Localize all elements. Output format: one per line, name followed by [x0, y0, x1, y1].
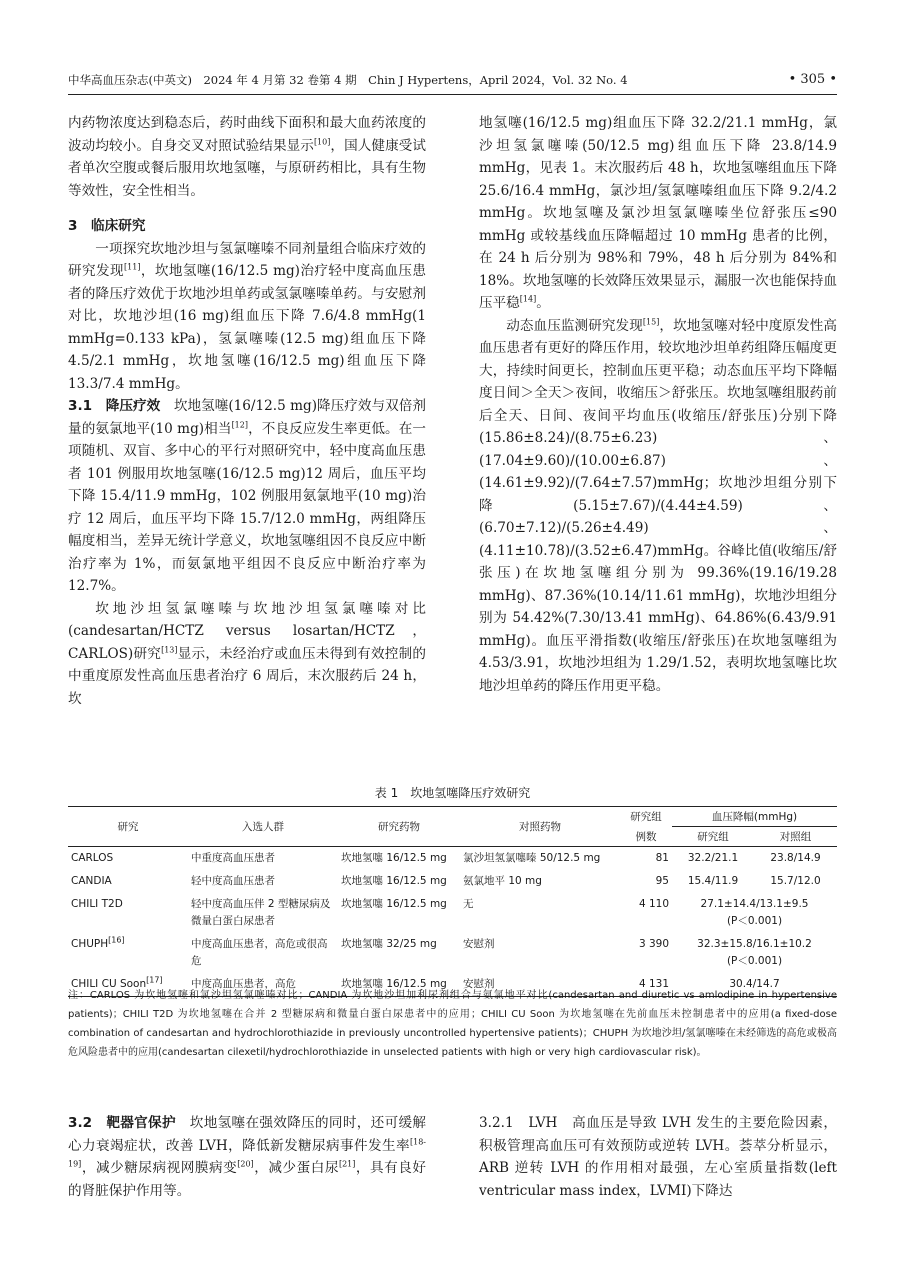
- right-paragraph-2: 动态血压监测研究发现[15]，坎地氢噻对轻中度原发性高血压患者有更好的降压作用，较坎地沙坦单药组降压幅度更大，持续时间更长，控制血压更平稳；动态血压平均下降幅度日间＞全天＞夜间，收缩压＞舒张压。坎地氢噻组服药前后全天、日间、夜间平均血压(收缩压/舒张压)分别下降(15.86±8.24)/(8.75±6.23)、(17.04±9.60)/(10.00±6.87)、(14.61±9.92)/(7.64±7.57)mmHg；坎地沙坦组分别下降(5.15±7.67)/(4.44±4.59)、(6.70±7.12)/(5.26±4.49)、(4.11±10.78)/(3.52±6.47)mmHg。谷峰比值(收缩压/舒张压)在坎地氢噻组分别为 99.36%(19.16/19.28 mmHg)、87.36%(10.14/11.61 mmHg)，坎地沙坦组分别为 54.42%(7.30/13.41 mmHg)、64.86%(6.43/9.91 mmHg)。血压平滑指数(收缩压/舒张压)在坎地氢噻组为 4.53/3.91，坎地沙坦组为 1.29/1.52，表明坎地氢噻比坎地沙坦单药的降压作用更平稳。: [479, 316, 838, 694]
- cell-study: CHILI T2D: [71, 898, 123, 910]
- th-drug: 研究药物: [338, 807, 460, 847]
- table-row: [68, 847, 837, 871]
- cell-n: 95: [655, 875, 669, 887]
- cell-n: 4 110: [638, 898, 669, 910]
- cell-n: 81: [655, 852, 669, 864]
- cell-control: 氨氯地平 10 mg: [463, 875, 542, 887]
- cell-drug: 坎地氢噻 16/12.5 mg: [341, 898, 447, 910]
- th-control: 对照药物: [460, 807, 620, 847]
- cell-n: 4 131: [620, 973, 672, 997]
- left-column: [68, 112, 426, 710]
- cell-population: 中度高血压患者，高危或很高危: [191, 938, 328, 967]
- cell-population: 轻中度高血压患者: [191, 875, 275, 887]
- th-bp-control: 对照组: [754, 827, 837, 847]
- cell-drug: 坎地氢噻 16/12.5 mg: [338, 973, 460, 997]
- th-n-top: 研究组: [620, 807, 672, 827]
- th-n-bottom: 例数: [620, 827, 672, 847]
- table-row: [68, 870, 837, 893]
- bottom-right-column: [479, 1112, 837, 1202]
- cell-bp-study: 15.4/11.9: [687, 875, 739, 887]
- running-header: [68, 72, 837, 95]
- th-population: 入选人群: [188, 807, 338, 847]
- table-note: 注：CARLOS 为坎地氢噻和氯沙坦氢氯噻嗪对比；CANDIA 为坎地沙坦加利尿剂组合与氨氯地平对比(candesartan and diuretic vs amlodipine in hypertensive patients)；CHILI T2D 为坎地氢噻在合并 2 型糖尿病和微量白蛋白尿患者中的应用；CHILI CU Soon 为坎地氢噻在先前血压未控制患者中的应用(a fixed-dose combination of candesartan and hydrochlorothiazide in previously uncontrolled hypertensive patients)；CHUPH 为坎地沙坦/氢氯噻嗪在未经筛选的高危或极高危风险患者中的应用(candesartan cilexetil/hydrochlorothiazide in unselected patients with high or very high cardiovascular risk)。: [68, 990, 837, 1058]
- section-3-2-heading: 3.2 靶器官保护: [68, 1115, 176, 1131]
- th-bp-study: 研究组: [672, 827, 754, 847]
- cell-control: 氯沙坦氢氯噻嗪 50/12.5 mg: [463, 852, 601, 864]
- bottom-left-column: [68, 1112, 426, 1202]
- cell-study: CANDIA: [71, 875, 112, 887]
- th-study: 研究: [68, 807, 188, 847]
- table-row: [68, 893, 837, 933]
- cell-drug: 坎地氢噻 16/12.5 mg: [341, 875, 447, 887]
- right-paragraph-1: 地氢噻(16/12.5 mg)组血压下降 32.2/21.1 mmHg，氯沙坦氢氯噻嗪(50/12.5 mg)组血压下降 23.8/14.9 mmHg，见表 1。末次服药后 48 h，坎地氢噻组血压下降 25.6/16.4 mmHg，氯沙坦/氢氯噻嗪组血压下降 9.2/4.2 mmHg。坎地氢噻及氯沙坦氢氯噻嗪坐位舒张压≤90 mmHg 或较基线血压降幅超过 10 mmHg 患者的比例，在 24 h 后分别为 98%和 79%，48 h 后分别为 84%和 18%。坎地氢噻的长效降压效果显示，漏服一次也能保持血压平稳[14]。: [479, 115, 837, 311]
- right-column: [479, 112, 837, 697]
- cell-study: CHILI CU Soon[17]: [68, 973, 188, 997]
- cell-bp-merged: 32.3±15.8/16.1±10.2 (P＜0.001): [697, 938, 812, 967]
- left-paragraph-1: 内药物浓度达到稳态后，药时曲线下面积和最大血药浓度的波动均较小。自身交叉对照试验结果显示[10]，国人健康受试者单次空腹或餐后服用坎地氢噻，与原研药相比，具有生物等效性，安全性相当。: [68, 115, 427, 199]
- section-3-1-heading: 3.1 降压疗效: [68, 398, 161, 414]
- left-paragraph-2: 一项探究坎地沙坦与氢氯噻嗪不同剂量组合临床疗效的研究发现[11]，坎地氢噻(16/12.5 mg)治疗轻中度高血压患者的降压疗效优于坎地沙坦单药或氢氯噻嗪单药。与安慰剂对比，坎地沙坦(16 mg)组血压下降 7.6/4.8 mmHg(1 mmHg=0.133 kPa)，氢氯噻嗪(12.5 mg)组血压下降 4.5/2.1 mmHg，坎地氢噻(16/12.5 mg)组血压下降 13.3/7.4 mmHg。: [68, 240, 427, 392]
- cell-population: 中重度高血压患者: [191, 852, 275, 864]
- page-number: • 305 •: [788, 72, 837, 87]
- cell-drug: 坎地氢噻 32/25 mg: [341, 938, 437, 950]
- cell-population: 轻中度高血压伴 2 型糖尿病及微量白蛋白尿患者: [191, 898, 331, 927]
- cell-study: CHUPH[16]: [71, 935, 125, 950]
- cell-control: 安慰剂: [463, 938, 495, 950]
- cell-bp-merged: 30.4/14.7: [672, 973, 837, 997]
- cell-control: 安慰剂: [460, 973, 620, 997]
- cell-n: 3 390: [638, 938, 669, 950]
- section-3-2-1: 3.2.1 LVH 高血压是导致 LVH 发生的主要危险因素，积极管理高血压可有效预防或逆转 LVH。荟萃分析显示，ARB 逆转 LVH 的作用相对最强，左心室质量指数(left ventricular mass index，LVMI)下降达: [479, 1115, 837, 1199]
- cell-study: CARLOS: [71, 852, 114, 864]
- th-bp: 血压降幅(mmHg): [672, 807, 837, 827]
- section-3-2: 3.2 靶器官保护 坎地氢噻在强效降压的同时，还可缓解心力衰竭症状，改善 LVH，降低新发糖尿病事件发生率[18-19]，减少糖尿病视网膜病变[20]，减少蛋白尿[21]，具有良好的肾脏保护作用等。: [68, 1115, 427, 1199]
- table-row: [68, 933, 837, 973]
- cell-population: 中度高血压患者，高危: [188, 973, 338, 997]
- cell-bp-control: 23.8/14.9: [770, 852, 821, 864]
- table-title: 表 1 坎地氢噻降压疗效研究: [374, 786, 531, 800]
- cell-control: 无: [463, 898, 474, 910]
- cell-bp-merged: 27.1±14.4/13.1±9.5 (P＜0.001): [700, 898, 809, 927]
- left-paragraph-4: 坎地沙坦氢氯噻嗪与坎地沙坦氢氯噻嗪对比(candesartan/HCTZ versus losartan/HCTZ，CARLOS)研究[13]显示，未经治疗或血压未得到有效控制的中重度原发性高血压患者治疗 6 周后，末次服药后 24 h，坎: [68, 600, 427, 707]
- cell-bp-study: 32.2/21.1: [687, 852, 739, 864]
- section-3-1: 3.1 降压疗效 坎地氢噻(16/12.5 mg)降压疗效与双倍剂量的氨氯地平(10 mg)相当[12]，不良反应发生率更低。在一项随机、双盲、多中心的平行对照研究中，轻中度高血压患者 101 例服用坎地氢噻(16/12.5 mg)12 周后，血压平均下降 15.4/11.9 mmHg，102 例服用氨氯地平(10 mg)治疗 12 周后，血压平均下降 15.7/12.0 mmHg，两组降压幅度相当，差异无统计学意义，坎地氢噻组因不良反应中断治疗率为 1%，而氨氯地平组因不良反应中断治疗率为 12.7%。: [68, 398, 426, 594]
- cell-bp-control: 15.7/12.0: [770, 875, 821, 887]
- efficacy-table: [68, 806, 837, 997]
- journal-info: 中华高血压杂志(中英文) 2024 年 4 月第 32 卷第 4 期 Chin J Hypertens，April 2024，Vol. 32 No. 4: [68, 73, 628, 87]
- cell-drug: 坎地氢噻 16/12.5 mg: [341, 852, 447, 864]
- section-3-heading: 3 临床研究: [68, 218, 146, 234]
